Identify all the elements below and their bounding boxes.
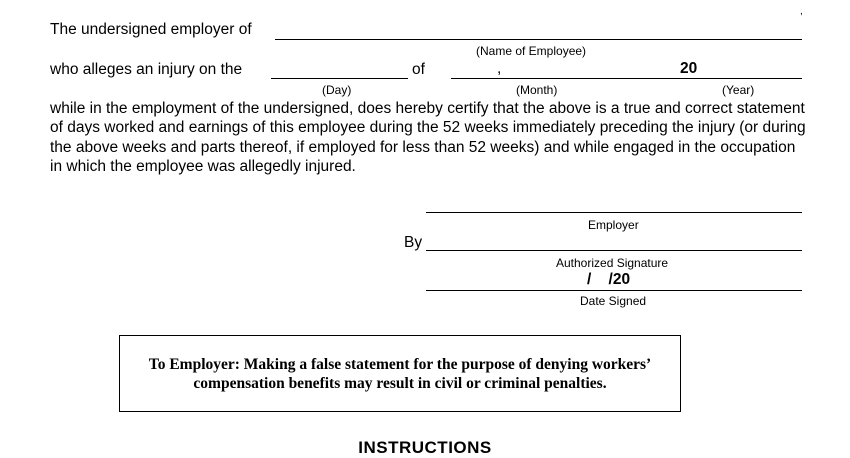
certification-paragraph: while in the employment of the undersigned, does hereby certify that the above is a true and correct statement of days worked and earnings of this employee during the 52 weeks immediately preceding the injury (or during the above weeks and parts thereof, if employed for less than 52 weeks) and while engaged in the occupation in which the employee was allegedly injured. [50, 100, 806, 175]
instructions-heading: INSTRUCTIONS [358, 438, 492, 457]
employer-caption: Employer [588, 218, 639, 232]
date-signed-field[interactable] [426, 273, 802, 291]
month-caption: (Month) [516, 83, 558, 97]
year-prefix: 20 [680, 60, 698, 77]
year-caption: (Year) [722, 83, 755, 97]
of-label: of [412, 61, 425, 78]
employee-name-field[interactable] [275, 22, 802, 40]
corner-mark: , [800, 6, 803, 17]
injury-year-field[interactable] [601, 61, 802, 79]
month-comma: , [497, 60, 502, 77]
authorized-signature-caption: Authorized Signature [556, 256, 669, 270]
employer-field[interactable] [426, 195, 802, 213]
alleges-injury-label: who alleges an injury on the [50, 61, 243, 78]
name-of-employee-caption: (Name of Employee) [476, 44, 587, 58]
injury-day-field[interactable] [271, 61, 408, 79]
day-caption: (Day) [322, 83, 352, 97]
date-signed-caption: Date Signed [580, 294, 647, 308]
employer-warning-box [119, 335, 681, 412]
authorized-signature-field[interactable] [426, 233, 802, 251]
date-signed-value: / /20 [587, 271, 631, 288]
injury-month-field[interactable] [451, 61, 601, 79]
warning-line-1: To Employer: Making a false statement for the purpose of denying workers’ [148, 355, 652, 373]
employer-of-label: The undersigned employer of [50, 21, 252, 38]
warning-line-2: compensation benefits may result in civil or criminal penalties. [193, 374, 607, 392]
by-label: By [404, 234, 423, 251]
